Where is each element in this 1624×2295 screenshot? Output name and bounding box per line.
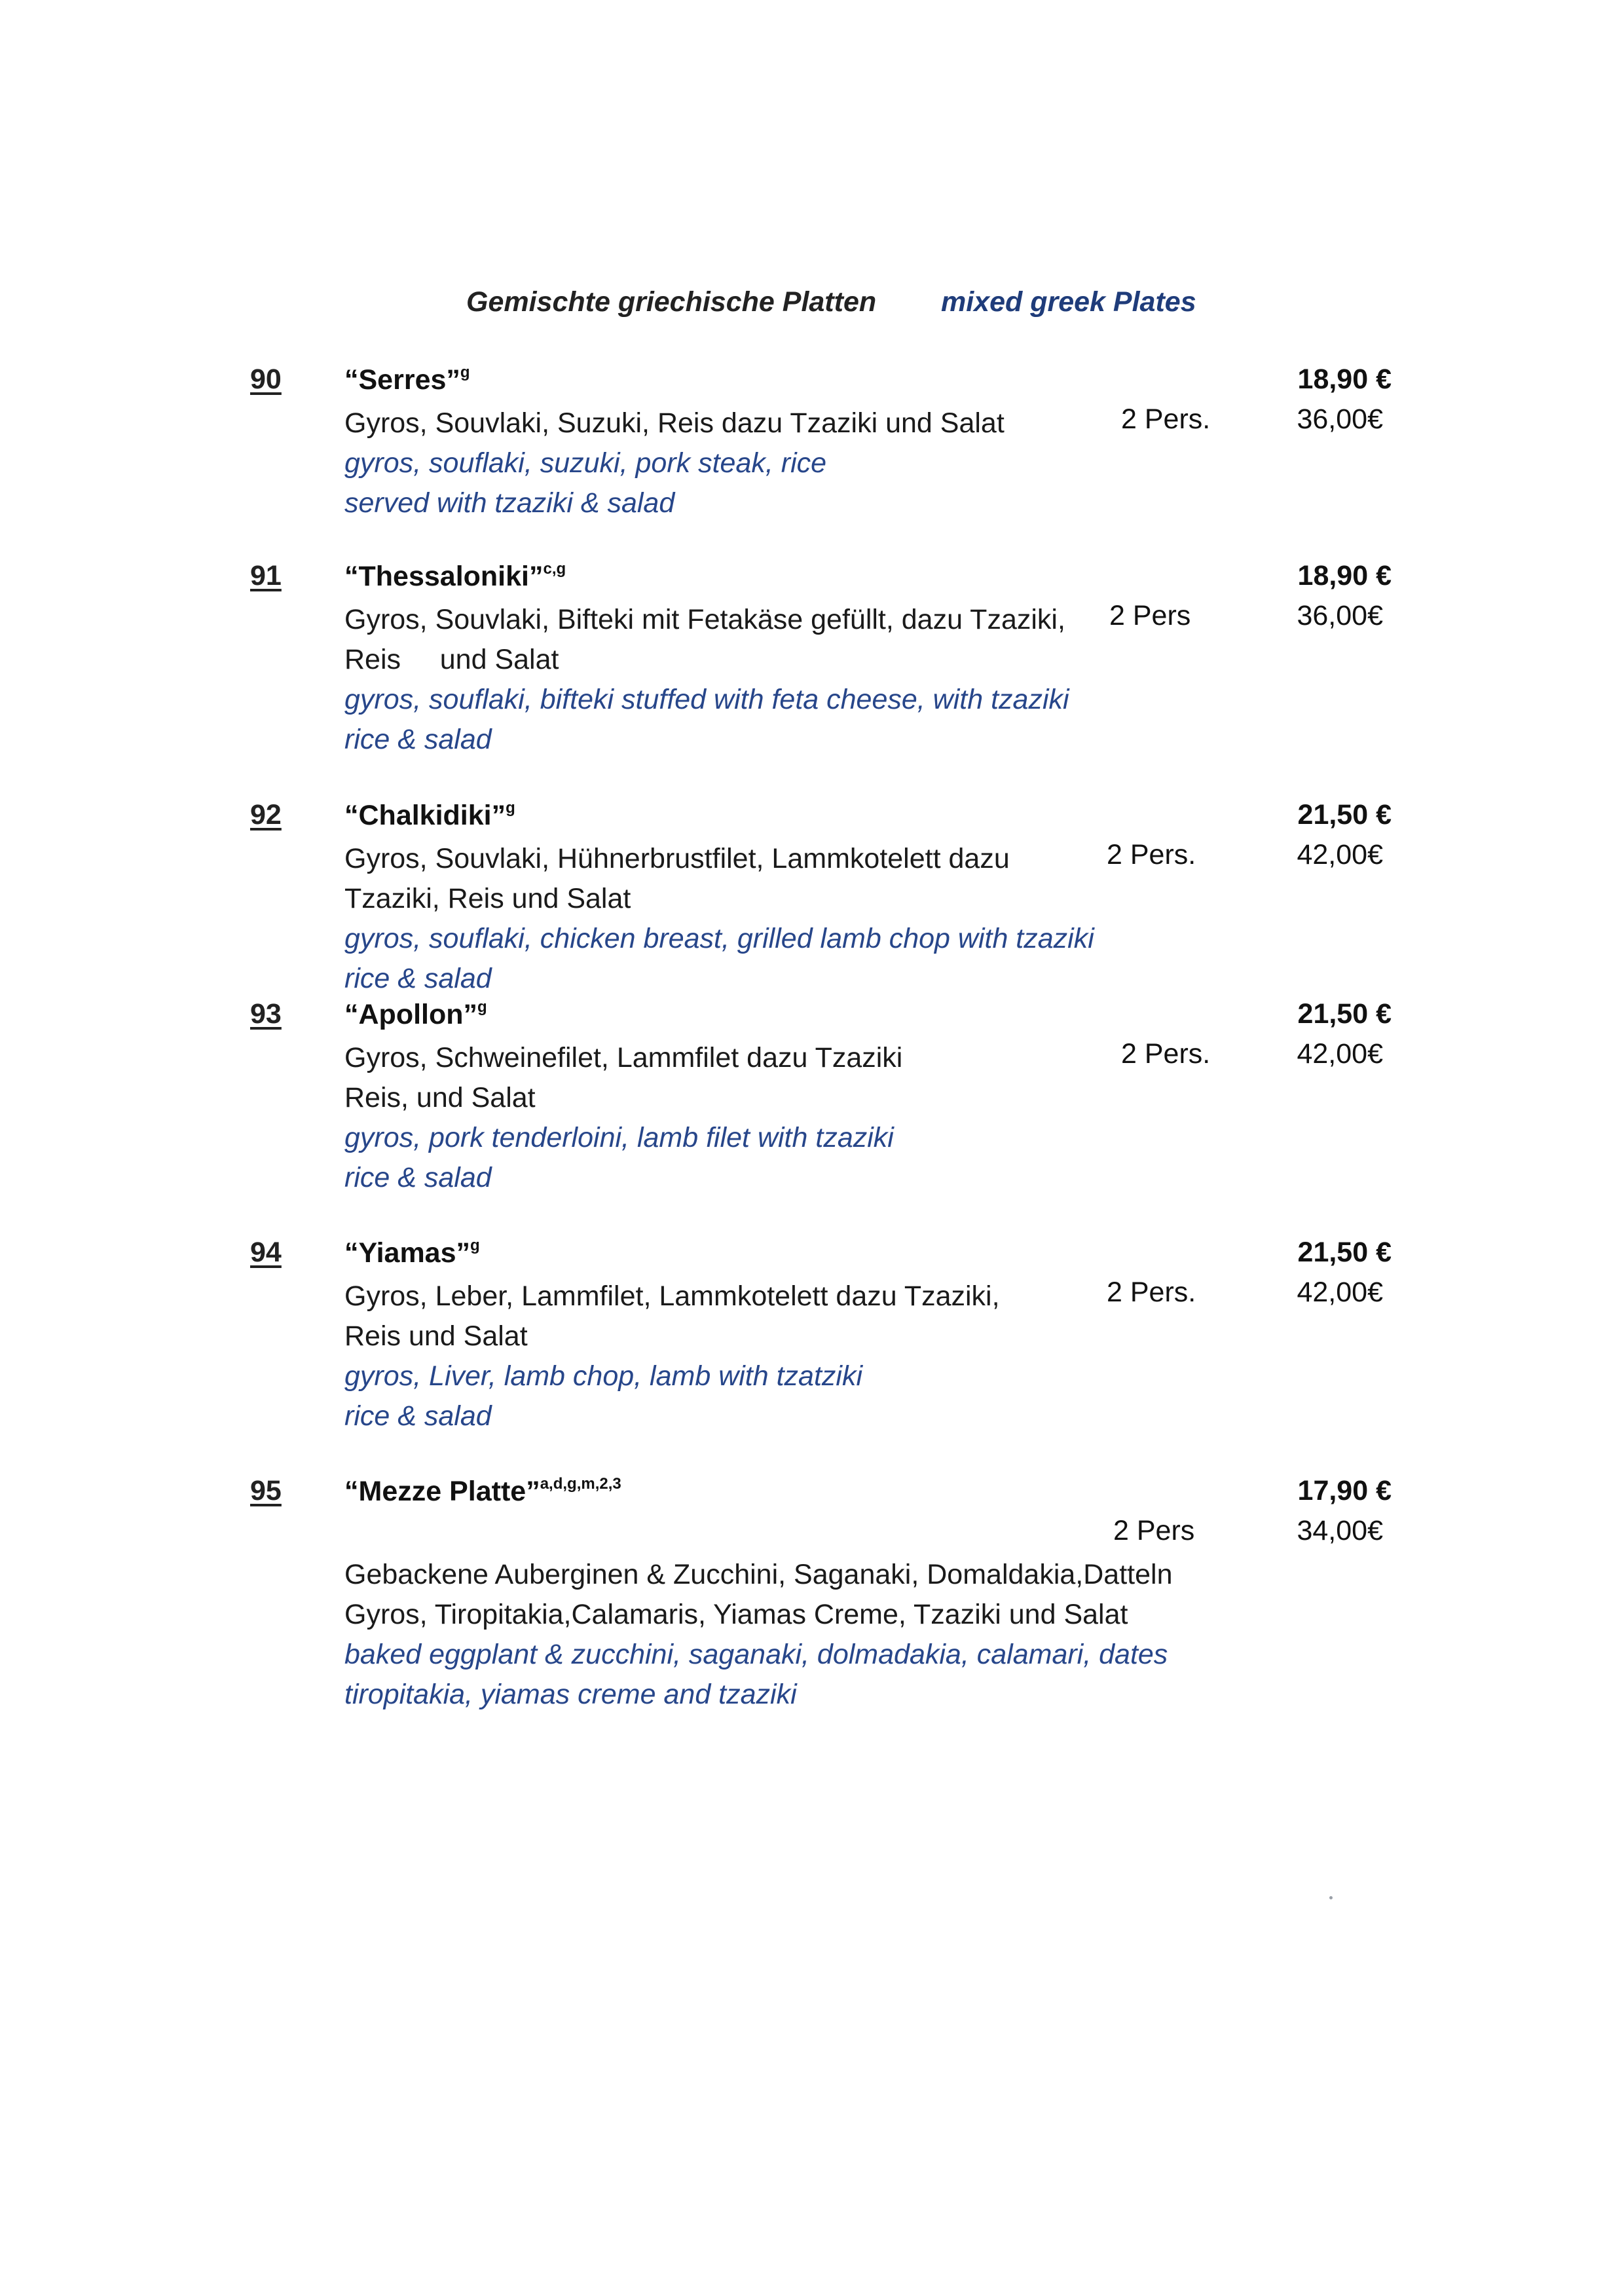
description-german: Gyros, Souvlaki, Bifteki mit Fetakäse gefüllt, dazu Tzaziki, [344, 604, 1065, 635]
section-header [0, 286, 1624, 328]
item-number: 94 [250, 1237, 282, 1268]
persons-label: 2 Pers. [1121, 403, 1211, 435]
description-english: baked eggplant & zucchini, saganaki, dolmadakia, calamari, dates [344, 1639, 1168, 1670]
description-english: gyros, souflaki, bifteki stuffed with feta cheese, with tzaziki [344, 684, 1069, 715]
description-english: served with tzaziki & salad [344, 487, 675, 519]
price-double: 34,00€ [1297, 1515, 1383, 1546]
allergen-codes: a,d,g,m,2,3 [540, 1475, 621, 1493]
price-double: 42,00€ [1297, 1038, 1383, 1070]
item-number: 93 [250, 998, 282, 1030]
price-single: 17,90 € [1297, 1475, 1392, 1506]
description-german: Reis und Salat [344, 1320, 528, 1352]
price-single: 18,90 € [1297, 560, 1392, 591]
allergen-codes: g [477, 998, 487, 1016]
item-description [344, 1038, 902, 1198]
item-name-text: “Apollon” [344, 999, 478, 1030]
persons-label: 2 Pers. [1107, 839, 1196, 870]
description-english: gyros, souflaki, chicken breast, grilled lamb chop with tzaziki [344, 923, 1094, 954]
description-german: Gyros, Leber, Lammfilet, Lammkotelett dazu Tzaziki, [344, 1280, 1000, 1312]
description-german: Gyros, Souvlaki, Hühnerbrustfilet, Lammkotelett dazu [344, 843, 1010, 874]
item-name [344, 998, 487, 1031]
description-german: Reis, und Salat [344, 1082, 536, 1113]
description-german: Reis und Salat [344, 644, 559, 675]
price-double: 42,00€ [1297, 1277, 1383, 1308]
persons-label: 2 Pers [1109, 600, 1191, 631]
description-english: gyros, Liver, lamb chop, lamb with tzatziki [344, 1360, 863, 1392]
description-german: Gyros, Souvlaki, Suzuki, Reis dazu Tzaziki und Salat [344, 407, 1005, 439]
price-single: 21,50 € [1297, 799, 1392, 830]
price-double: 36,00€ [1297, 403, 1383, 435]
description-english: rice & salad [344, 963, 492, 994]
price-double: 36,00€ [1297, 600, 1383, 631]
persons-label: 2 Pers. [1121, 1038, 1211, 1070]
price-single: 18,90 € [1297, 364, 1392, 395]
item-name-text: “Chalkidiki” [344, 800, 506, 831]
description-english: rice & salad [344, 1400, 492, 1432]
section-title-english: mixed greek Plates [941, 286, 1196, 318]
item-name-text: “Thessaloniki” [344, 561, 544, 592]
price-single: 21,50 € [1297, 998, 1392, 1030]
item-description [344, 1277, 1000, 1436]
item-number: 92 [250, 799, 282, 830]
description-german: Gebackene Auberginen & Zucchini, Saganaki, Domaldakia,Datteln [344, 1559, 1173, 1590]
description-english: rice & salad [344, 724, 492, 755]
item-number: 91 [250, 560, 282, 591]
description-english: gyros, souflaki, suzuki, pork steak, rice [344, 447, 827, 479]
allergen-codes: g [470, 1237, 480, 1254]
item-description [344, 600, 1069, 760]
description-german: Gyros, Schweinefilet, Lammfilet dazu Tzaziki [344, 1042, 903, 1073]
item-number: 90 [250, 364, 282, 395]
price-single: 21,50 € [1297, 1237, 1392, 1268]
item-name [344, 1237, 480, 1269]
allergen-codes: g [460, 364, 470, 381]
item-name [344, 799, 515, 832]
description-german: Gyros, Tiropitakia,Calamaris, Yiamas Creme, Tzaziki und Salat [344, 1599, 1128, 1630]
description-english: tiropitakia, yiamas creme and tzaziki [344, 1679, 797, 1710]
allergen-codes: g [506, 799, 515, 817]
item-description [344, 1555, 1173, 1715]
item-name-text: “Mezze Platte” [344, 1476, 540, 1507]
price-double: 42,00€ [1297, 839, 1383, 870]
description-english: rice & salad [344, 1162, 492, 1193]
description-german: Tzaziki, Reis und Salat [344, 883, 631, 914]
persons-label: 2 Pers. [1107, 1277, 1196, 1308]
allergen-codes: c,g [543, 560, 566, 578]
item-name-text: “Yiamas” [344, 1237, 471, 1269]
scan-speck [1329, 1896, 1333, 1899]
item-number: 95 [250, 1475, 282, 1506]
item-name-text: “Serres” [344, 364, 460, 396]
item-description [344, 839, 1094, 999]
description-english: gyros, pork tenderloini, lamb filet with tzaziki [344, 1122, 894, 1153]
item-name [344, 560, 566, 593]
item-name [344, 364, 470, 396]
persons-label: 2 Pers [1113, 1515, 1195, 1546]
item-name [344, 1475, 621, 1508]
section-title-german: Gemischte griechische Platten [466, 286, 877, 318]
item-description [344, 403, 1005, 523]
